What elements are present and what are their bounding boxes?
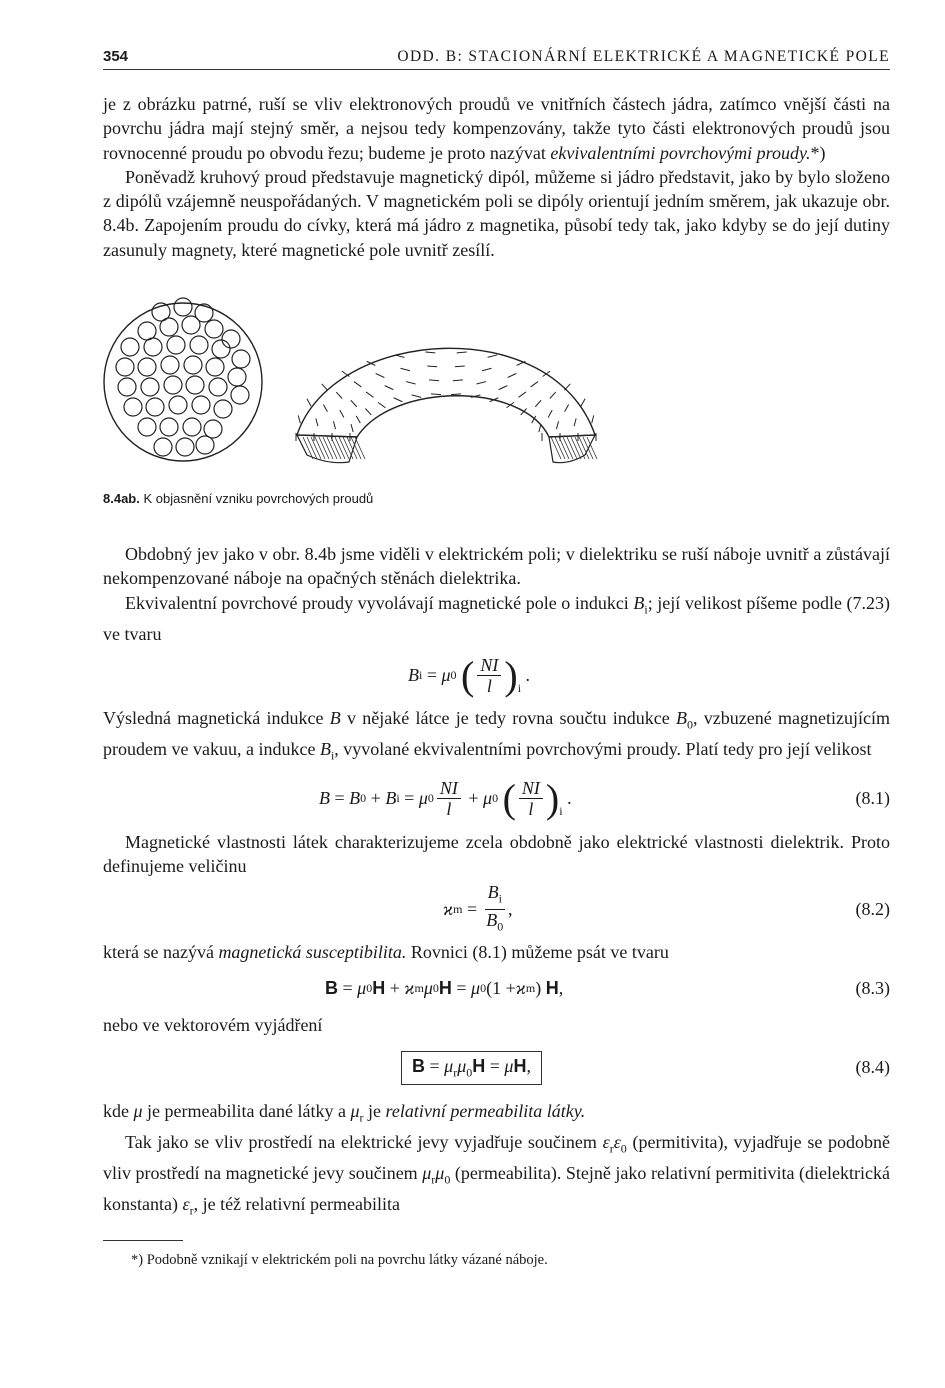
equation-bi: B i = μ 0 ( $\frac{NI}{l}$ ) $_i$ . bbox=[408, 652, 531, 698]
paragraph-4: Ekvivalentní povrchové proudy vyvolávají magnetické pole o indukci $B_i$; její velikost píšeme podle (7.23) ve tvaru bbox=[103, 592, 890, 644]
paragraph-7: která se nazývá magnetická susceptibilita. Rovnici (8.1) můžeme psát ve tvaru bbox=[103, 942, 669, 963]
equation-number: (8.3) bbox=[855, 978, 890, 999]
paragraph-5: Výsledná magnetická indukce B v nějaké látce je tedy rovna součtu indukce $B_0$, vzbuzené magnetizujícím proudem ve vakuu, a indukce $B_i$, vyvolané ekvivalentními povrchovými proudy. Platí tedy pro její velikost bbox=[103, 707, 890, 763]
chapter-title: ODD. B: STACIONÁRNÍ ELEKTRICKÉ A MAGNETICKÉ POLE bbox=[397, 48, 890, 65]
paragraph-3: Obdobný jev jako v obr. 8.4b jsme viděli v elektrickém poli; v dielektriku se ruší náboje uvnitř a zůstávají nekompenzované náboje na opačných stěnách dielektrika. bbox=[103, 544, 890, 589]
paragraph-8: nebo ve vektorovém vyjádření bbox=[103, 1014, 323, 1035]
paragraph-1: je z obrázku patrné, ruší se vliv elektronových proudů ve vnitřních částech jádra, zatímco vnější části na povrchu jádra mají stejný směr, a nejsou tedy kompenzovány, takže tyto části elektronových proudů jsou rovnocenné proudu po obvodu řezu; budeme je proto nazývat ekvivalentními povrchovými proudy.*) bbox=[103, 94, 890, 163]
figure-drawing bbox=[103, 287, 890, 477]
equation-number: (8.1) bbox=[855, 788, 890, 809]
paragraph-6: Magnetické vlastnosti látek charakterizujeme zcela obdobně jako elektrické vlastnosti dielektrik. Proto definujeme veličinu bbox=[103, 831, 890, 876]
figure-caption: 8.4ab. K objasnění vzniku povrchových proudů bbox=[103, 491, 374, 507]
equation-8-2: ϰ m = $\frac{B_i}{B_0}$ , (8.2) bbox=[103, 878, 890, 940]
equation-number: (8.4) bbox=[855, 1057, 890, 1078]
page bbox=[103, 48, 890, 1222]
equation-number: (8.2) bbox=[855, 898, 890, 919]
figure-8-4ab bbox=[103, 287, 890, 477]
page-number: 354 bbox=[103, 48, 129, 65]
footnote-rule bbox=[103, 1240, 183, 1241]
equation-8-1: B = B 0 + B i = μ 0 $\frac{NI}{l}$ + μ 0 ( $\frac{NI}{l}$ ) $_i$ . (8.1) bbox=[103, 768, 890, 830]
equation-8-3: B = μ 0 H + ϰ m μ 0 H = μ 0 (1 + ϰ m ) H , (8.3) bbox=[103, 965, 890, 1013]
paragraph-2: Poněvadž kruhový proud představuje magnetický dipól, můžeme si jádro představit, jako by bylo složeno z dipólů vzájemně neuspořádaných. V magnetickém poli se dipóly orientují jedním směrem, jak ukazuje obr. 8.4b. Zapojením proudu do cívky, která má jádro z magnetika, působí tedy tak, jako kdyby se do její dutiny zasunuly magnety, které magnetické pole uvnitř zesílí. bbox=[103, 166, 890, 260]
paragraph-10: Tak jako se vliv prostředí na elektrické jevy vyjadřuje součinem $\varepsilon_r\varepsilon_0$ (permitivita), vyjadřuje se podobně vliv prostředí na magnetické jevy součinem $\mu_r\mu_0$ (permeabilita). Stejně jako relativní permitivita (dielektrická konstanta) $\varepsilon_r$, je též relativní permeabilita bbox=[103, 1131, 891, 1218]
footnote: *) Podobně vznikají v elektrickém poli na povrchu látky vázané náboje. bbox=[131, 1252, 548, 1268]
equation-8-4: $B = \mu_r\mu_0H = \mu H$, (8.4) bbox=[103, 1037, 890, 1099]
paragraph-9: kde μ je permeabilita dané látky a $\mu_r$ je relativní permeabilita látky. bbox=[103, 1100, 586, 1125]
running-header bbox=[103, 48, 890, 70]
